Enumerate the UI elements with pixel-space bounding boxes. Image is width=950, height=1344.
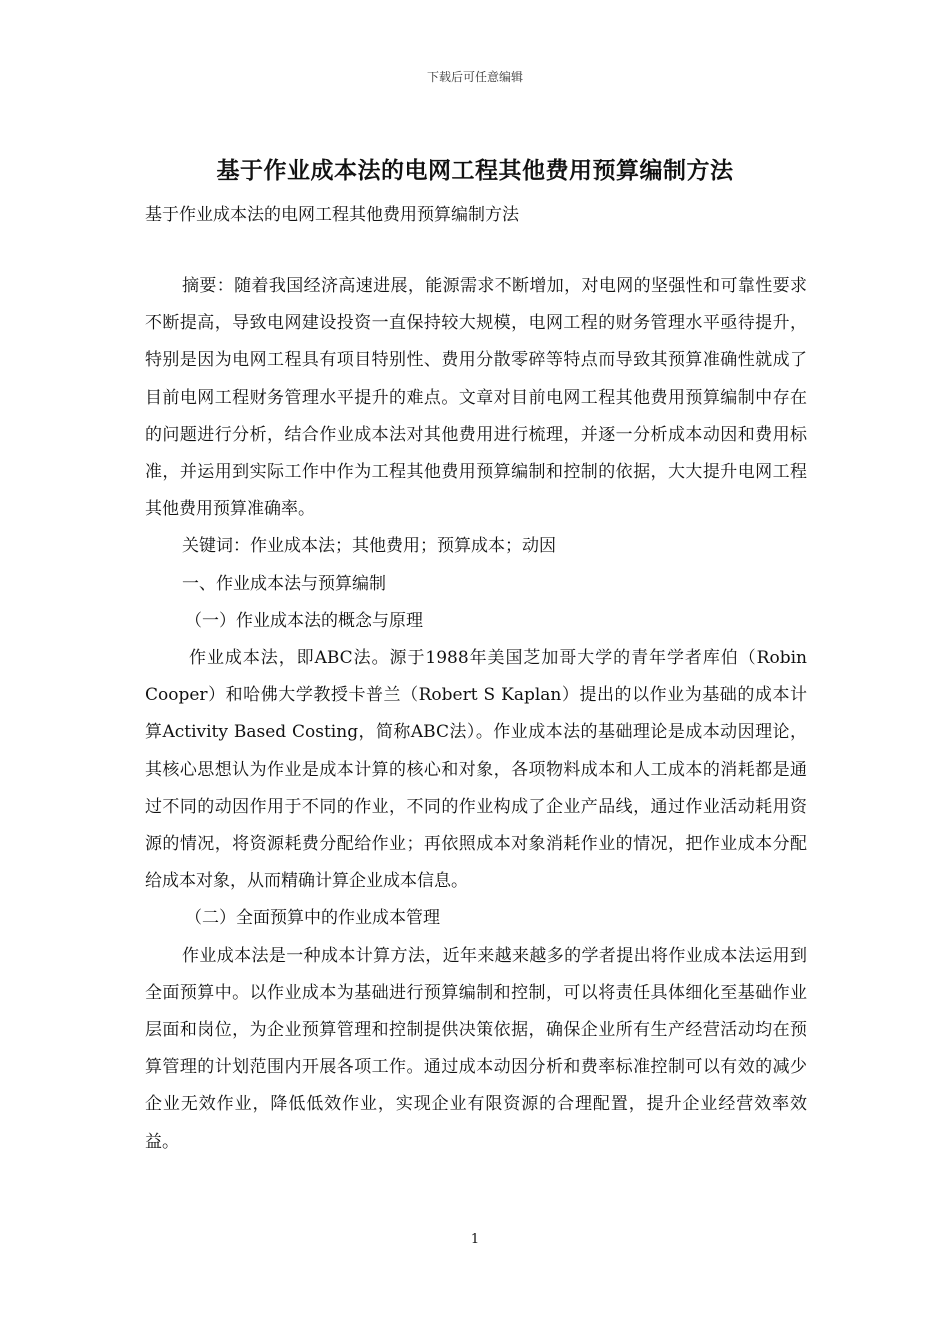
- document-title: 基于作业成本法的电网工程其他费用预算编制方法: [216, 157, 734, 184]
- subsection-heading: （二）全面预算中的作业成本管理: [185, 908, 440, 929]
- section-heading: 一、作业成本法与预算编制: [182, 573, 386, 594]
- document-subtitle: 基于作业成本法的电网工程其他费用预算编制方法: [145, 205, 519, 225]
- body-paragraph: 作业成本法，即ABC法。源于1988年美国芝加哥大学的青年学者库伯（Robin Cooper）和哈佛大学教授卡普兰（Robert S Kaplan）提出的以作业为基础的成本计算Activity Based Costing，简称ABC法）。作业成本法的基础理论是成本动因理论，其核心思想认为作业是成本计算的核心和对象，各项物料成本和人工成本的消耗都是通过不同的动因作用于不同的作业，不同的作业构成了企业产品线，通过作业活动耗用资源的情况，将资源耗费分配给作业；再依照成本对象消耗作业的情况，把作业成本分配给成本对象，从而精确计算企业成本信息。: [145, 648, 807, 892]
- document-body: [145, 268, 807, 1161]
- body-paragraph: 作业成本法是一种成本计算方法，近年来越来越多的学者提出将作业成本法运用到全面预算中。以作业成本为基础进行预算编制和控制，可以将责任具体细化至基础作业层面和岗位，为企业预算管理和控制提供决策依据，确保企业所有生产经营活动均在预算管理的计划范围内开展各项工作。通过成本动因分析和费率标准控制可以有效的减少企业无效作业，降低低效作业，实现企业有限资源的合理配置，提升企业经营效率效益。: [145, 945, 807, 1152]
- header-note: 下载后可任意编辑: [426, 70, 523, 84]
- abstract-paragraph: 摘要：随着我国经济高速进展，能源需求不断增加，对电网的坚强性和可靠性要求不断提高，导致电网建设投资一直保持较大规模，电网工程的财务管理水平亟待提升，特别是因为电网工程具有项目特别性、费用分散零碎等特点而导致其预算准确性就成了目前电网工程财务管理水平提升的难点。文章对目前电网工程其他费用预算编制中存在的问题进行分析，结合作业成本法对其他费用进行梳理，并逐一分析成本动因和费用标准，并运用到实际工作中作为工程其他费用预算编制和控制的依据，大大提升电网工程其他费用预算准确率。: [145, 276, 807, 520]
- page-number: 1: [470, 1232, 480, 1247]
- keywords-line: 关键词：作业成本法；其他费用；预算成本；动因: [182, 536, 556, 557]
- subsection-heading: （一）作业成本法的概念与原理: [185, 610, 423, 631]
